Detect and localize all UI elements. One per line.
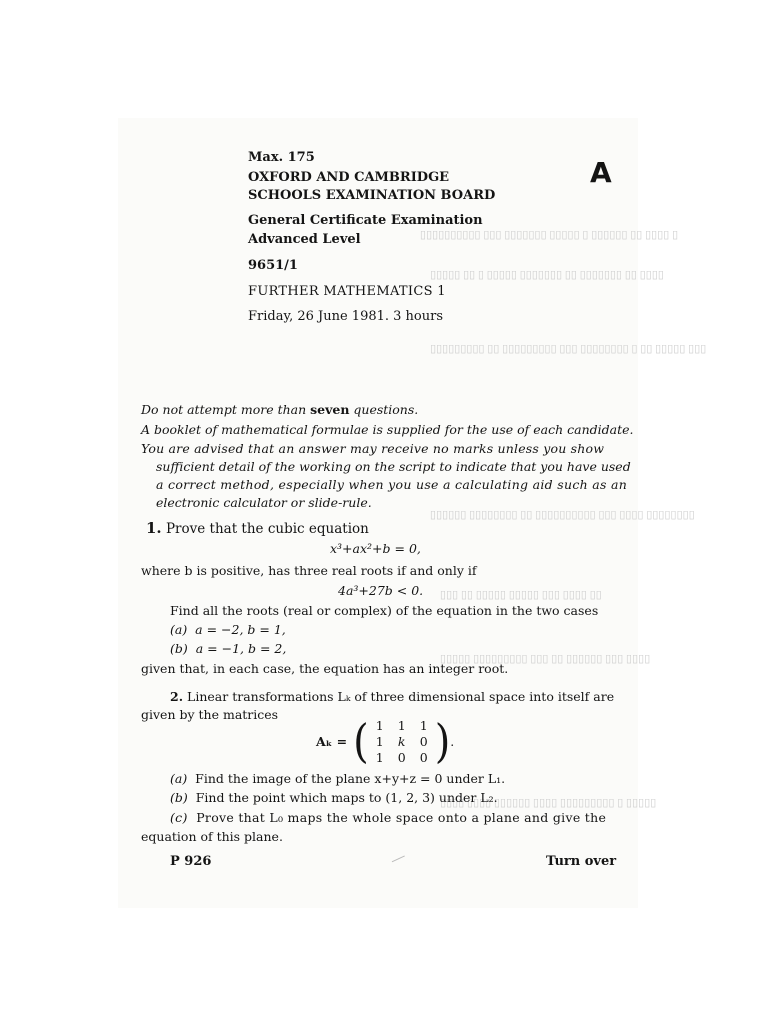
exam-date: Friday, 26 June 1981. 3 hours [248,309,444,324]
show-through-text: ▯▯▯▯▯▯▯▯ ▯▯▯▯ ▯▯▯ ▯▯▯▯▯▯▯▯▯▯ ▯▯ ▯▯▯▯▯▯▯▯ ▯▯▯▯▯▯ [430,509,695,521]
matrix-cell: k [397,734,406,749]
matrix-cell: 0 [397,750,406,765]
show-through-text: ▯ ▯▯▯▯ ▯▯ ▯▯▯▯▯▯ ▯ ▯▯▯▯▯ ▯▯▯▯▯▯▯ ▯▯▯ ▯▯▯▯▯▯▯▯▯▯ [420,229,679,241]
question-2-number: 2. [170,689,184,704]
question-2-line2: given by the matrices [141,707,279,722]
show-through-text: ▯▯▯▯ ▯▯ ▯▯▯▯▯▯▯ ▯▯ ▯▯▯▯▯▯▯ ▯▯▯▯▯ ▯ ▯▯ ▯▯▯▯▯ [430,269,664,281]
matrix-cell: 1 [419,718,428,733]
max-marks: Max. 175 [248,150,315,165]
show-through-text: ▯▯▯ ▯▯▯▯▯ ▯▯ ▯ ▯▯▯▯▯▯▯▯ ▯▯▯ ▯▯▯▯▯▯▯▯▯ ▯▯ ▯▯▯▯▯▯▯▯▯ [430,343,707,355]
matrix-cell: 0 [419,734,428,749]
question-1-equation: x³+ax²+b = 0, [330,541,421,556]
subject-title: FURTHER MATHEMATICS 1 [248,284,446,299]
matrix-entries [369,718,435,765]
instruction-line: a correct method, especially when you use a calculating aid such as an [156,477,628,492]
question-1-case-b: (b) a = −1, b = 2, [170,641,287,656]
paper-code: 9651/1 [248,258,298,273]
question-1-case-a: (a) a = −2, b = 1, [170,622,286,637]
question-1-intro: 1. Prove that the cubic equation [146,519,369,537]
left-parenthesis: ( [353,715,369,768]
question-1-where: where b is positive, has three real roots if and only if [141,563,477,578]
matrix-cell: 0 [419,750,428,765]
matrix-cell: 1 [397,718,406,733]
certificate-title: General Certificate Examination [248,213,483,228]
show-through-text: ▯▯▯▯ ▯▯▯ ▯▯▯▯▯▯ ▯▯ ▯▯▯ ▯▯▯▯▯▯▯▯▯ ▯▯▯▯▯ [440,653,651,665]
level-title: Advanced Level [248,232,361,247]
matrix-cell: 1 [375,734,384,749]
question-2-part-c: (c) Prove that L₀ maps the whole space onto a plane and give the [170,810,607,825]
instruction-line: Do not attempt more than seven questions. [141,402,419,417]
question-1-given: given that, in each case, the equation has an integer root. [141,661,509,676]
footer-paper-code: P 926 [170,854,212,869]
show-through-text: ▯▯▯▯▯ ▯ ▯▯▯▯▯▯▯▯▯ ▯▯▯▯ ▯▯▯▯▯▯ ▯▯▯▯ ▯▯▯▯ [440,797,657,809]
matrix-end-period: . [450,734,455,749]
question-2-part-a: (a) Find the image of the plane x+y+z = 0 under L₁. [170,771,506,786]
board-name-line2: SCHOOLS EXAMINATION BOARD [248,188,496,203]
instruction-line: sufficient detail of the working on the script to indicate that you have used [156,459,631,474]
instruction-line: electronic calculator or slide-rule. [156,495,372,510]
paper-letter: A [590,156,612,189]
question-2-part-c-cont: equation of this plane. [141,829,283,844]
question-1-number: 1. [146,519,162,537]
matrix-definition [316,715,455,768]
instruction-line: You are advised that an answer may receive no marks unless you show [141,441,605,456]
question-2-line1: 2. Linear transformations Lₖ of three dimensional space into itself are [170,689,615,704]
question-1-find: Find all the roots (real or complex) of the equation in the two cases [170,603,599,618]
question-1-condition: 4a³+27b < 0. [338,583,424,598]
matrix-label: Aₖ = [316,734,348,749]
matrix-cell: 1 [375,750,384,765]
board-name-line1: OXFORD AND CAMBRIDGE [248,170,450,185]
show-through-text: ▯▯ ▯▯▯▯ ▯▯▯ ▯▯▯▯▯ ▯▯▯▯▯ ▯▯ ▯▯▯ [440,589,602,601]
turn-over: Turn over [546,854,617,869]
matrix-cell: 1 [375,718,384,733]
instruction-line: A booklet of mathematical formulae is supplied for the use of each candidate. [141,422,634,437]
question-2-part-b: (b) Find the point which maps to (1, 2, 3) under L₂. [170,790,498,805]
right-parenthesis: ) [434,715,451,768]
